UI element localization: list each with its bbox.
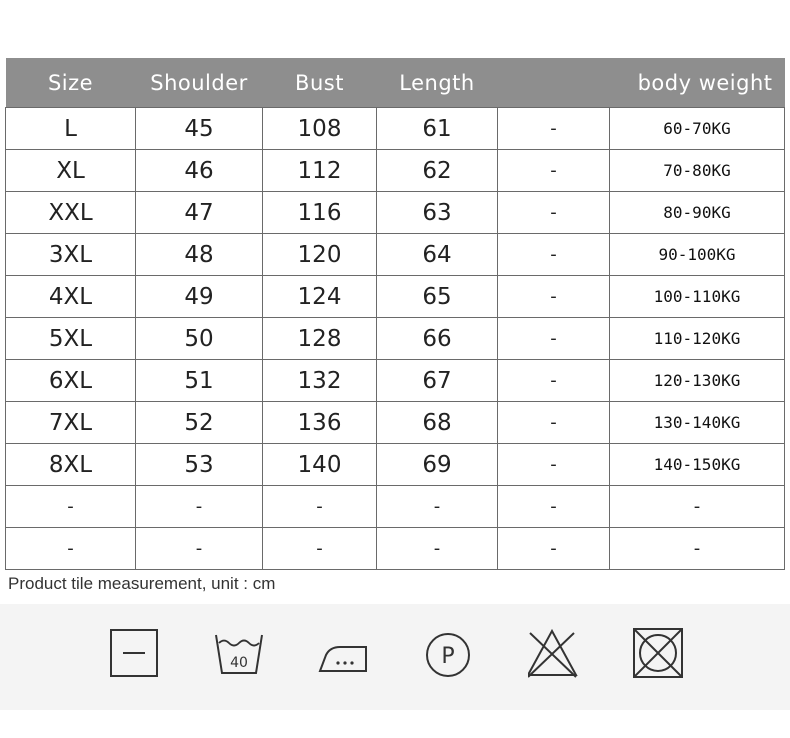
header-blank bbox=[498, 58, 610, 108]
table-cell: XL bbox=[6, 150, 136, 192]
header-bust: Bust bbox=[263, 58, 377, 108]
table-row bbox=[6, 402, 785, 444]
wash-temperature: 40 bbox=[230, 655, 248, 671]
table-cell: 53 bbox=[136, 444, 263, 486]
table-row bbox=[6, 150, 785, 192]
table-row bbox=[6, 192, 785, 234]
table-cell: - bbox=[377, 486, 498, 528]
table-cell: 120 bbox=[263, 234, 377, 276]
table-cell: 65 bbox=[377, 276, 498, 318]
table-row bbox=[6, 234, 785, 276]
header-size: Size bbox=[6, 58, 136, 108]
table-cell: - bbox=[263, 528, 377, 570]
table-cell: 120-130KG bbox=[610, 360, 785, 402]
table-cell: 66 bbox=[377, 318, 498, 360]
dry-clean-p-icon bbox=[424, 627, 482, 685]
table-cell: - bbox=[498, 108, 610, 150]
table-cell: 8XL bbox=[6, 444, 136, 486]
table-cell: 100-110KG bbox=[610, 276, 785, 318]
table-row bbox=[6, 108, 785, 150]
table-cell: 7XL bbox=[6, 402, 136, 444]
table-cell: - bbox=[377, 528, 498, 570]
table-row bbox=[6, 444, 785, 486]
table-cell: 67 bbox=[377, 360, 498, 402]
table-cell: 140-150KG bbox=[610, 444, 785, 486]
table-cell: 128 bbox=[263, 318, 377, 360]
table-cell: 51 bbox=[136, 360, 263, 402]
table-cell: 69 bbox=[377, 444, 498, 486]
table-cell: 110-120KG bbox=[610, 318, 785, 360]
table-cell: - bbox=[6, 528, 136, 570]
table-cell: 47 bbox=[136, 192, 263, 234]
table-row bbox=[6, 276, 785, 318]
table-cell: 46 bbox=[136, 150, 263, 192]
table-cell: - bbox=[498, 528, 610, 570]
table-cell: 63 bbox=[377, 192, 498, 234]
care-instructions bbox=[0, 604, 790, 710]
table-cell: L bbox=[6, 108, 136, 150]
header-body-weight: body weight bbox=[610, 58, 785, 108]
header-shoulder: Shoulder bbox=[136, 58, 263, 108]
table-cell: 5XL bbox=[6, 318, 136, 360]
size-table bbox=[5, 58, 785, 570]
table-cell: - bbox=[498, 444, 610, 486]
do-not-tumble-dry-icon bbox=[632, 627, 690, 685]
table-cell: 116 bbox=[263, 192, 377, 234]
wash-40-icon bbox=[212, 627, 270, 685]
table-cell: XXL bbox=[6, 192, 136, 234]
table-cell: - bbox=[498, 486, 610, 528]
table-cell: 112 bbox=[263, 150, 377, 192]
table-cell: - bbox=[498, 150, 610, 192]
table-cell: 48 bbox=[136, 234, 263, 276]
table-cell: 64 bbox=[377, 234, 498, 276]
table-row bbox=[6, 528, 785, 570]
measurement-note: Product tile measurement, unit : cm bbox=[8, 574, 276, 593]
table-cell: 124 bbox=[263, 276, 377, 318]
table-cell: 62 bbox=[377, 150, 498, 192]
table-cell: 61 bbox=[377, 108, 498, 150]
table-cell: 60-70KG bbox=[610, 108, 785, 150]
table-cell: - bbox=[498, 192, 610, 234]
table-row bbox=[6, 486, 785, 528]
table-cell: 132 bbox=[263, 360, 377, 402]
table-cell: - bbox=[136, 528, 263, 570]
table-cell: 90-100KG bbox=[610, 234, 785, 276]
table-cell: - bbox=[136, 486, 263, 528]
table-cell: 49 bbox=[136, 276, 263, 318]
table-cell: - bbox=[610, 486, 785, 528]
header-length: Length bbox=[377, 58, 498, 108]
table-cell: 52 bbox=[136, 402, 263, 444]
table-cell: 130-140KG bbox=[610, 402, 785, 444]
table-cell: 68 bbox=[377, 402, 498, 444]
dry-flat-icon bbox=[108, 627, 166, 685]
iron-low-icon bbox=[316, 627, 374, 685]
table-cell: 80-90KG bbox=[610, 192, 785, 234]
table-cell: 136 bbox=[263, 402, 377, 444]
table-cell: 108 bbox=[263, 108, 377, 150]
table-cell: 70-80KG bbox=[610, 150, 785, 192]
table-cell: - bbox=[498, 360, 610, 402]
table-cell: - bbox=[6, 486, 136, 528]
header-row bbox=[6, 58, 785, 108]
table-cell: - bbox=[498, 402, 610, 444]
table-row bbox=[6, 318, 785, 360]
table-cell: - bbox=[610, 528, 785, 570]
size-chart bbox=[5, 58, 784, 570]
table-cell: 45 bbox=[136, 108, 263, 150]
table-cell: - bbox=[498, 318, 610, 360]
table-cell: 140 bbox=[263, 444, 377, 486]
table-cell: - bbox=[498, 276, 610, 318]
table-cell: 50 bbox=[136, 318, 263, 360]
do-not-bleach-icon bbox=[528, 627, 586, 685]
table-cell: 3XL bbox=[6, 234, 136, 276]
table-row bbox=[6, 360, 785, 402]
table-cell: - bbox=[263, 486, 377, 528]
table-cell: - bbox=[498, 234, 610, 276]
table-cell: 4XL bbox=[6, 276, 136, 318]
table-cell: 6XL bbox=[6, 360, 136, 402]
dry-clean-letter: P bbox=[441, 644, 455, 669]
